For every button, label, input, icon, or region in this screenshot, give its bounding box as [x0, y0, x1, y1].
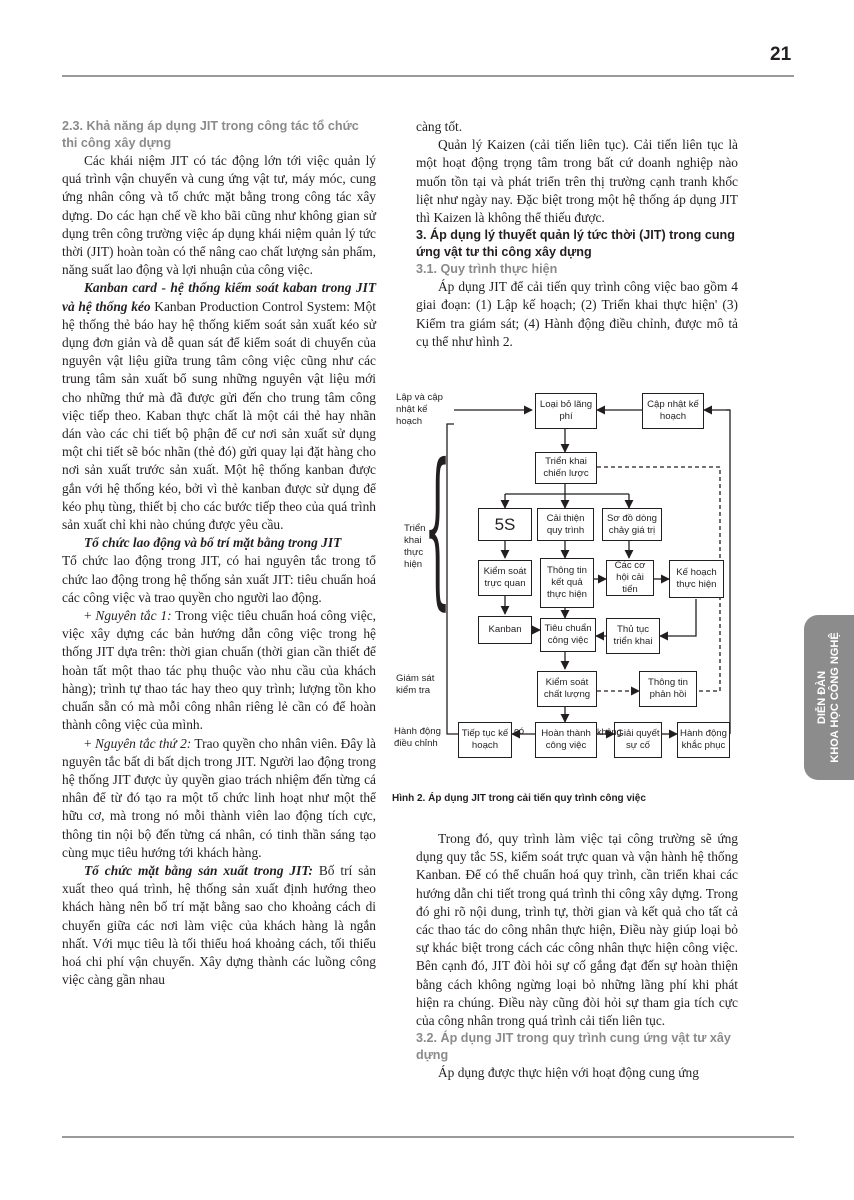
right-column-lower — [416, 830, 738, 1082]
box-5s: 5S — [478, 508, 532, 541]
box-kanban: Kanban — [478, 616, 532, 644]
principle-1-text: Trong việc tiêu chuẩn hoá công việc, việc xây dựng các bản hướng dẫn công việc trong hệ thống JIT dựa trên: thời gian chuẩn (thời gian cần thiết để hoàn tất một thao tác phụ thuộc vào nhu cầu của khách hàng); trình tự thao tác hay theo quy trình; lượng tồn kho chuẩn sẵn có mà mỗi công nhân riêng lẻ cần có để hoàn thành công việc của mình. — [62, 608, 376, 733]
section-heading-3-1: 3.1. Quy trình thực hiện — [416, 262, 558, 277]
bottom-rule — [62, 1136, 794, 1138]
page-number: 21 — [770, 44, 792, 65]
box-cap-nhat-ke-hoach: Cập nhật kế hoạch — [642, 393, 704, 429]
principle-2-label: Nguyên tắc thứ 2: — [94, 735, 192, 751]
section-heading-2-3: 2.3. Khả năng áp dụng JIT trong công tác tổ chức thi công xây dựng — [62, 119, 359, 150]
stage-brace: { — [424, 428, 452, 626]
paragraph-continued: càng tốt. — [416, 119, 463, 134]
paragraph-labor-text: Tổ chức lao động trong JIT, có hai nguyên tắc trong tổ chức lao động trong hệ thống sản xuất JIT: tiêu chuẩn hoá các công việc và trao quyền cho người lao động. — [62, 553, 376, 605]
section-heading-3-2: 3.2. Áp dụng JIT trong quy trình cung ứng vật tư xây dựng — [416, 1031, 731, 1063]
right-column — [416, 118, 738, 351]
stage-act-label: Hành động điều chỉnh — [394, 726, 441, 749]
principle-2-text: Trao quyền cho nhân viên. Đây là nguyên tắc bất di bất dịch trong JIT. Người lao động trong hệ thống JIT được ủy quyền giao trách nhiệm đến từng cá nhân để từ đó tạo ra một tổ chức linh hoạt như một thể hữu cơ, mà trong nó mỗi thành viên lao động tích cực, thông tin nội bộ đến từng cá nhân, có tinh thần sáng tạo cùng mục tiêu hướng tới khách hàng. — [62, 735, 377, 860]
paragraph-after-figure: Trong đó, quy trình làm việc tại công trường sẽ ứng dụng quy tắc 5S, kiểm soát trực quan và vận hành hệ thống Kanban. Để có thể chuẩn hoá quy trình, cần triển khai các hướng dẫn chi tiết trong quá trình thi công xây dựng. Trong đó ghi rõ nội dung, trình tự, thời gian và kết quả cho tất cả các thao tác do công nhân thực hiện, Điều này giúp loại bỏ sự khác biệt trong cách các công nhân thực hiện công việc. Bên cạnh đó, JIT đòi hỏi sự cố gắng đạt đến sự hoàn thiện bằng cách không ngừng loại bỏ những lãng phí khi phát hiện ra chúng. Điều này cũng đòi hỏi sự tham gia tích cực của công nhân trong quá trình cải tiến liên tục. — [416, 831, 738, 1029]
box-kiem-soat-truc-quan: Kiểm soát trực quan — [478, 560, 532, 596]
paragraph-labor — [62, 534, 376, 552]
paragraph-last: Áp dụng được thực hiện với hoạt động cung ứng — [438, 1065, 699, 1081]
paragraph-layout — [62, 862, 376, 989]
kanban-heading: Kanban card - hệ thống kiểm soát kaban trong JIT và hệ thống kéo — [62, 280, 376, 314]
side-tab-text — [804, 615, 854, 780]
box-hanh-dong-khac-phuc: Hành động khắc phục — [677, 722, 730, 758]
bullet-prefix: + — [84, 735, 95, 751]
jit-process-diagram — [392, 386, 742, 770]
box-giai-quyet-su-co: Giải quyết sự cố — [614, 722, 662, 758]
box-tieu-chuan-cong-viec: Tiêu chuẩn công việc — [540, 618, 596, 652]
bullet-prefix: + — [84, 608, 96, 624]
side-tab-line1: DIỄN ĐÀN — [816, 670, 828, 725]
stage-check-label: Giám sát kiểm tra — [396, 673, 435, 696]
box-ke-hoach-thuc-hien: Kế hoạch thực hiện — [669, 560, 724, 598]
box-loai-bo-lang-phi: Loại bỏ lãng phí — [535, 393, 597, 429]
box-trien-khai-chien-luoc: Triển khai chiến lược — [535, 452, 597, 484]
paragraph: Các khái niệm JIT có tác động lớn tới việc quản lý quá trình vận chuyển và cung ứng vật tư, máy móc, cung ứng nhân công và tổ chức mặt bằng trong công tác xây dựng. Do các hạn chế về kho bãi cũng như không gian sử dụng trên công trường việc áp dụng khái niệm quản lý tức thời (JIT) hoàn toàn có thể nâng cao chất lượng sản phẩm, năng suất lao động và lợi nhuận của công việc. — [62, 153, 376, 278]
box-so-do-dong-chay: Sơ đồ dòng chảy giá trị — [602, 508, 662, 541]
principle-1-label: Nguyên tắc 1: — [95, 608, 172, 624]
labor-heading: Tổ chức lao động và bố trí mặt bằng trong JIT — [84, 535, 342, 551]
label-co: có — [514, 726, 525, 737]
layout-heading: Tổ chức mặt bằng sản xuất trong JIT: — [84, 862, 313, 878]
figure-caption: Hình 2. Áp dụng JIT trong cải tiến quy trình công việc — [392, 793, 646, 804]
paragraph-3-1: Áp dụng JIT để cải tiến quy trình công việc bao gồm 4 giai đoạn: (1) Lập kế hoạch; (2) Triển khai thực hiện' (3) Kiểm tra giám sát; (4) Hành động điều chỉnh, được mô tả cụ thể như hình 2. — [416, 279, 738, 349]
left-column — [62, 118, 376, 989]
box-thu-tuc-trien-khai: Thủ tục triển khai — [606, 618, 660, 654]
box-thong-tin-ket-qua: Thông tin kết quả thực hiện — [540, 558, 594, 608]
top-rule — [62, 75, 794, 77]
paragraph-principle-2 — [62, 735, 376, 862]
box-tiep-tuc-ke-hoach: Tiếp tục kế hoạch — [458, 722, 512, 758]
box-thong-tin-phan-hoi: Thông tin phản hồi — [639, 671, 697, 707]
stage-plan-label: Lập và cập nhật kế hoạch — [396, 392, 443, 427]
label-khong: không — [597, 727, 622, 737]
box-kiem-soat-chat-luong: Kiểm soát chất lượng — [537, 671, 597, 707]
box-cai-thien-quy-trinh: Cải thiện quy trình — [537, 508, 594, 541]
side-tab-line2: KHOA HỌC CÔNG NGHỆ — [829, 632, 841, 763]
section-side-tab — [804, 615, 854, 780]
box-cac-co-hoi: Các cơ hội cải tiến — [606, 560, 654, 596]
box-hoan-thanh-cong-viec: Hoàn thành công việc — [535, 722, 597, 758]
paragraph-kanban — [62, 279, 376, 534]
layout-text: Bố trí sản xuất theo quá trình, hệ thống sản xuất định hướng theo khách hàng nên bố trí mặt bằng sao cho khoảng cách di chuyển giữa các nơi làm việc của khách hàng là ngắn nhất. Với mục tiêu là tối thiểu hoá khoảng cách, tối thiểu hoá chi phí vận chuyển. Xây dựng thành các luồng công việc càng gần nhau — [62, 862, 376, 988]
paragraph-principle-1 — [62, 607, 376, 734]
stage-do-label: Triển khai thực hiện — [404, 523, 426, 570]
kanban-text: Kanban Production Control System: Một hệ thống thẻ báo hay hệ thống kiểm soát sản xuất kéo sử dụng đơn giản và dễ quan sát để kiểm soát di chuyển của nguyên vật liệu giữa trung tâm công việc cũng như các trung tâm sản xuất bổ sung những nguyên vật liệu mới cho những thứ mà đã được gửi đến cho trung tâm công việc tiếp theo. Kaban thực chất là một cái thẻ hay nhãn dán vào các chi tiết bộ phận để cư nơi sản xuất sử dụng một chi tiết sẽ bóc nhãn (thẻ đó) gửi quay lại đặt hàng cho nơi sản xuất trước sản xuất. Một hệ thống kanban được gắn với hệ thống kéo, bởi vì thẻ kanban được sử dụng để kéo phụ tùng, thiết bị cho các bước tiếp theo của quá trình sản xuất chỉ khi nào chúng được yêu cầu. — [62, 298, 376, 533]
section-heading-3: 3. Áp dụng lý thuyết quản lý tức thời (JIT) trong cung ứng vật tư thi công xây dựng — [416, 228, 735, 260]
paragraph-kaizen: Quản lý Kaizen (cải tiến liên tục). Cải tiến liên tục là một hoạt động trọng tâm trong bất cứ doanh nghiệp nào muốn tồn tại và phát triển trên thị trường cạnh tranh khốc liệt như ngày nay. Đặc biệt trong một hệ thống áp dụng JIT thì Kaizen là không thể thiếu được. — [416, 137, 738, 226]
